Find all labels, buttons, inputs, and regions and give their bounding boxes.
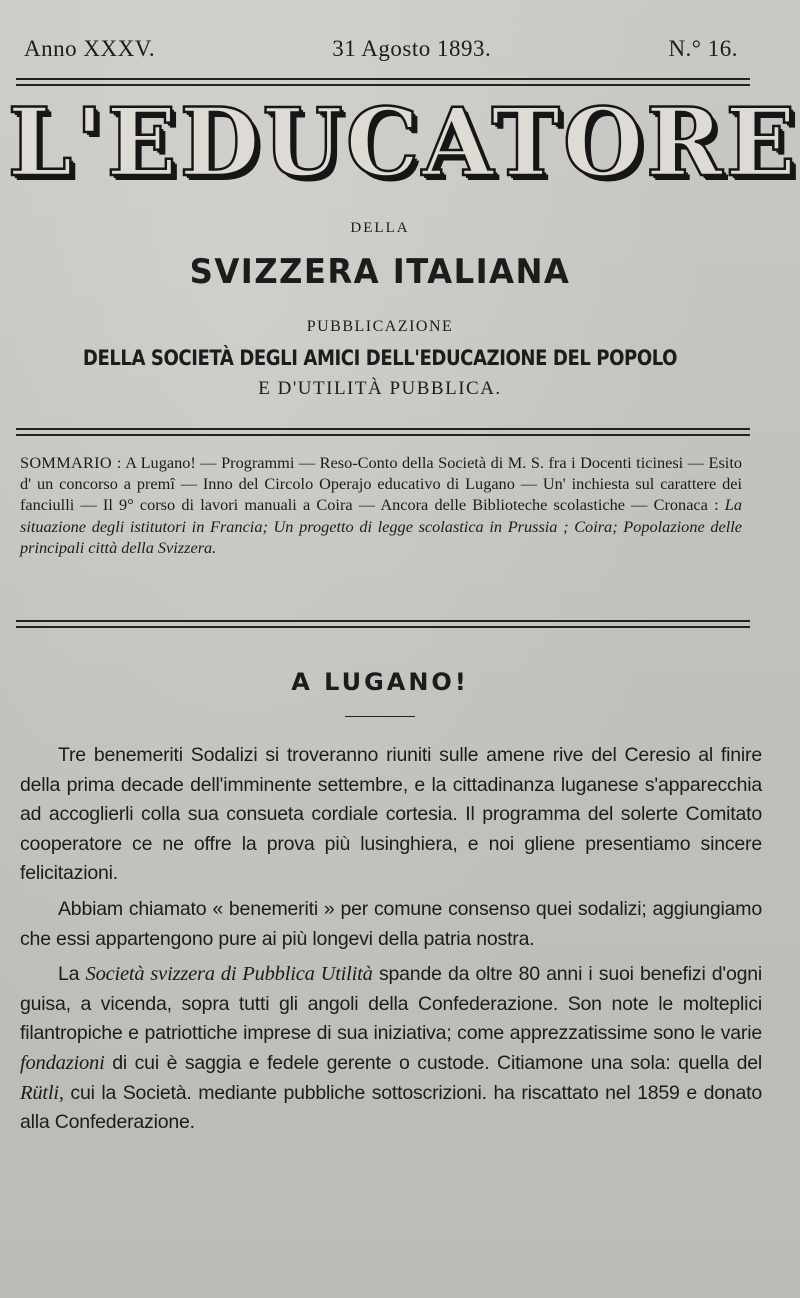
article-paragraph-1: Tre benemeriti Sodalizi si troveranno riuniti sulle amene rive del Ceresio al finire della prima decade dell'imminente settembre, e la cittadinanza luganese s'apparecchia ad accoglierli colla sua consueta cordiale cortesia. Il programma del solerte Comitato cooperatore ce ne offre la prova più lusinghiera, e noi gliene presentiamo sincere felicitazioni. [20,744,762,885]
summary-text: A Lugano! — Programmi — Reso-Conto della Società di M. S. fra i Docenti ticinesi — Esito d' un concorso a premî — Inno del Circolo Operajo educativo di Lugano — Un' inchiesta sul carattere dei fanciulli — Il 9° corso di lavori manuali a Coira — Ancora delle Biblioteche scolastiche — Cronaca : [20,453,742,515]
issue-year: Anno XXXV. [24,36,156,61]
masthead-divider [16,428,750,436]
issue-date: 31 Agosto 1893. [332,36,492,61]
summary-italic: La situazione degli istitutori in Francia; Un progetto di legge scolastica in Prussia ; Coira; Popolazione delle principali città della Svizzera. [20,495,742,557]
p3-italic-rutli: Rütli, [20,1081,64,1104]
p3-part-a: La [58,963,80,986]
masthead-utilita: E D'UTILITÀ PUBBLICA. [258,378,502,399]
p3-part-b: spande da oltre 80 anni i suoi benefizi d'ogni guisa, a vicenda, sopra tutti gli angoli della Confederazione. Son note le molteplici filantropiche e patriottiche imprese di sua iniziativa; come apprezzatissime sono le varie [20,963,763,1045]
title-underline [345,716,415,717]
issue-number: N.° 16. [668,36,738,61]
issue-header [24,36,738,62]
article-paragraph-2: Abbiam chiamato « benemeriti » per comune consenso quei sodalizi; aggiungiamo che essi appartengono pure ai più longevi della patria nostra. [20,897,762,950]
masthead-subtitle: SVIZZERA ITALIANA [189,252,571,292]
p3-part-d: cui la Società. mediante pubbliche sottoscrizioni. ha riscattato nel 1859 e donato alla Confederazione. [20,1081,763,1134]
masthead-pubblicazione: PUBBLICAZIONE [306,318,454,335]
p3-italic-societa: Società svizzera di Pubblica Utilità [85,963,373,986]
article-title: A LUGANO! [291,668,469,696]
masthead-societa: DELLA SOCIETÀ DEGLI AMICI DELL'EDUCAZIONE DEL POPOLO [82,346,678,370]
masthead-della: DELLA [350,220,410,236]
p3-italic-fondazioni: fondazioni [20,1051,105,1074]
p3-part-c: di cui è saggia e fedele gerente o custode. Citiamone una sola: quella del [112,1051,762,1074]
summary-divider [16,620,750,628]
article-body [20,741,762,1144]
masthead-title: L'EDUCATORE [7,88,799,198]
summary-block [20,452,742,558]
article-paragraph-3 [20,960,762,1138]
summary-label: SOMMARIO : [20,453,122,472]
header-divider [16,78,750,86]
